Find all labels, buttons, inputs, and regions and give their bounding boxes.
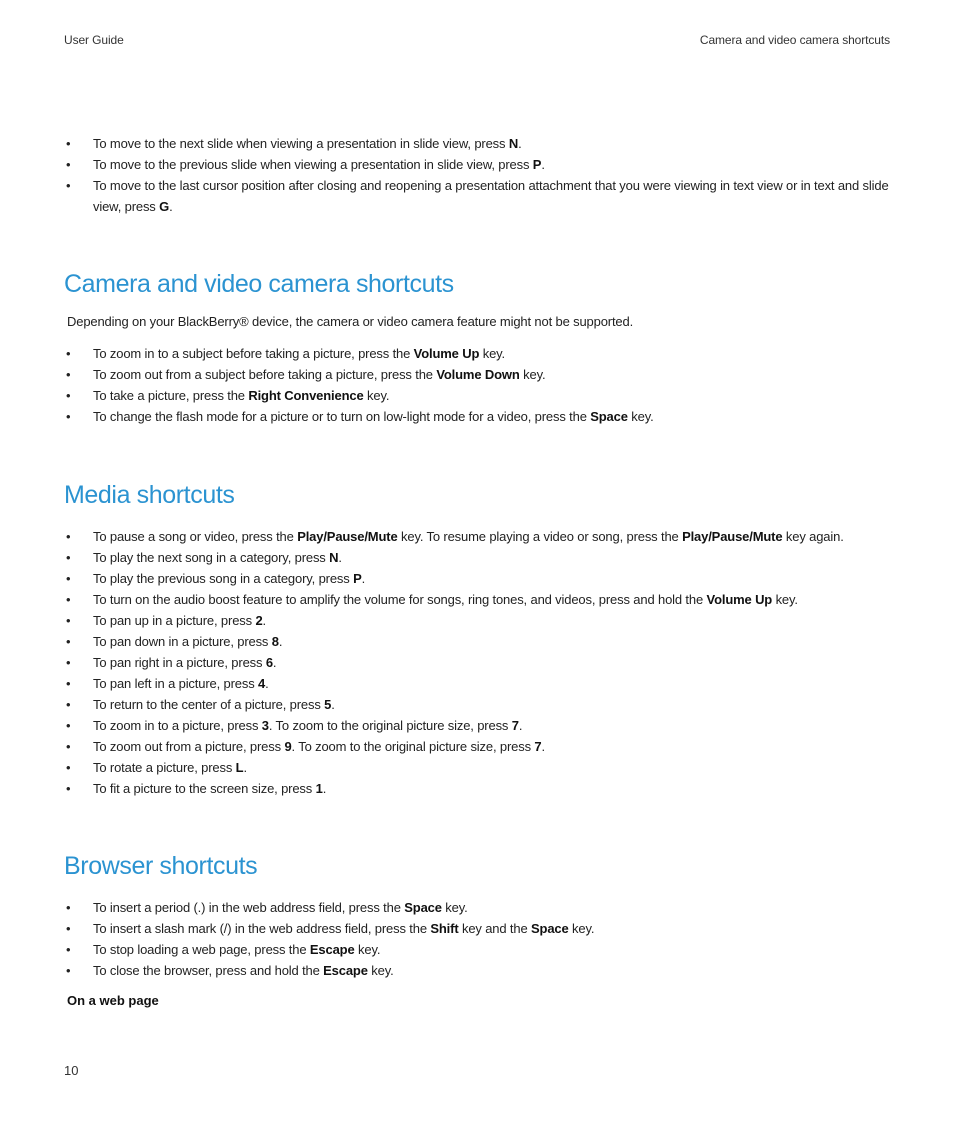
key-name: Space xyxy=(404,900,442,915)
list-item xyxy=(64,547,894,568)
list-item xyxy=(64,960,894,981)
presentation-shortcuts-list xyxy=(64,133,894,217)
key-name: 1 xyxy=(315,781,323,796)
item-text: To move to the last cursor position after closing and reopening a presentation attachment that you were viewing in text view or in text and slide view, press xyxy=(93,178,889,214)
running-header-title: User Guide xyxy=(64,33,124,47)
key-name: Volume Up xyxy=(413,346,480,361)
web-page-subheading: On a web page xyxy=(67,993,159,1008)
item-text: . xyxy=(541,739,545,754)
key-name: 2 xyxy=(255,613,263,628)
key-name: 6 xyxy=(265,655,273,670)
list-item xyxy=(64,568,894,589)
item-text: To pan down in a picture, press xyxy=(93,634,272,649)
item-text: . xyxy=(262,613,266,628)
item-text: key. xyxy=(354,942,381,957)
running-header-section: Camera and video camera shortcuts xyxy=(699,33,890,47)
item-text: key. xyxy=(441,900,468,915)
item-text: To zoom in to a subject before taking a picture, press the xyxy=(93,346,414,361)
item-text: To insert a slash mark (/) in the web address field, press the xyxy=(93,921,431,936)
item-text: key again. xyxy=(782,529,844,544)
list-item xyxy=(64,918,894,939)
item-text: . xyxy=(278,634,283,649)
list-item xyxy=(64,385,894,406)
key-name: L xyxy=(235,760,244,775)
item-text: key. xyxy=(363,388,390,403)
list-item xyxy=(64,652,894,673)
item-text: To play the previous song in a category, press xyxy=(93,571,354,586)
item-text: To close the browser, press and hold the xyxy=(93,963,324,978)
key-name: Escape xyxy=(323,963,368,978)
item-text: To zoom out from a subject before taking a picture, press the xyxy=(93,367,437,382)
list-item xyxy=(64,736,894,757)
key-name: N xyxy=(508,136,519,151)
list-item xyxy=(64,154,894,175)
key-name: Right Convenience xyxy=(248,388,364,403)
list-item xyxy=(64,939,894,960)
list-item xyxy=(64,406,894,427)
item-text: . xyxy=(243,760,247,775)
item-text: . xyxy=(518,136,522,151)
item-text: To insert a period (.) in the web address field, press the xyxy=(93,900,405,915)
list-item xyxy=(64,343,894,364)
item-text: To change the flash mode for a picture or to turn on low-light mode for a video, press the xyxy=(93,409,591,424)
item-text: To pan right in a picture, press xyxy=(93,655,266,670)
item-text: key. xyxy=(772,592,798,607)
camera-intro-text: Depending on your BlackBerry® device, the camera or video camera feature might not be supported. xyxy=(67,314,634,329)
browser-shortcuts-list xyxy=(64,897,894,981)
media-shortcuts-heading: Media shortcuts xyxy=(64,481,235,509)
item-text: To pause a song or video, press the xyxy=(93,529,298,544)
key-name: 7 xyxy=(511,718,519,733)
key-name: 8 xyxy=(271,634,279,649)
key-name: P xyxy=(532,157,542,172)
key-name: G xyxy=(159,199,170,214)
item-text: To rotate a picture, press xyxy=(93,760,236,775)
item-text: . xyxy=(518,718,523,733)
list-item xyxy=(64,715,894,736)
list-item xyxy=(64,631,894,652)
item-text: . To zoom to the original picture size, press xyxy=(291,739,535,754)
list-item xyxy=(64,778,894,799)
item-text: To pan left in a picture, press xyxy=(93,676,259,691)
item-text: key and the xyxy=(458,921,532,936)
key-name: Play/Pause/Mute xyxy=(682,529,783,544)
item-text: To zoom out from a picture, press xyxy=(93,739,285,754)
list-item xyxy=(64,610,894,631)
item-text: To fit a picture to the screen size, press xyxy=(93,781,316,796)
key-name: 9 xyxy=(284,739,292,754)
list-item xyxy=(64,364,894,385)
item-text: key. xyxy=(519,367,546,382)
item-text: . xyxy=(361,571,366,586)
key-name: Space xyxy=(531,921,569,936)
key-name: 7 xyxy=(534,739,542,754)
item-text: To zoom in to a picture, press xyxy=(93,718,262,733)
key-name: Play/Pause/Mute xyxy=(297,529,398,544)
key-name: Shift xyxy=(430,921,459,936)
item-text: . xyxy=(322,781,327,796)
key-name: Volume Up xyxy=(706,592,773,607)
item-text: . xyxy=(331,697,335,712)
key-name: Volume Down xyxy=(436,367,520,382)
item-text: . xyxy=(272,655,277,670)
item-text: . xyxy=(265,676,269,691)
list-item xyxy=(64,897,894,918)
item-text: To move to the next slide when viewing a presentation in slide view, press xyxy=(93,136,509,151)
camera-shortcuts-list xyxy=(64,343,894,427)
item-text: key. xyxy=(627,409,654,424)
list-item xyxy=(64,175,894,217)
list-item xyxy=(64,673,894,694)
key-name: 3 xyxy=(261,718,269,733)
item-text: . xyxy=(338,550,342,565)
item-text: To stop loading a web page, press the xyxy=(93,942,310,957)
item-text: . xyxy=(169,199,173,214)
item-text: To move to the previous slide when viewing a presentation in slide view, press xyxy=(93,157,533,172)
item-text: To turn on the audio boost feature to amplify the volume for songs, ring tones, and videos, press and hold the xyxy=(93,592,707,607)
key-name: Space xyxy=(590,409,628,424)
page-number: 10 xyxy=(64,1063,79,1078)
item-text: key. xyxy=(568,921,595,936)
list-item xyxy=(64,694,894,715)
item-text: To pan up in a picture, press xyxy=(93,613,256,628)
camera-shortcuts-heading: Camera and video camera shortcuts xyxy=(64,270,454,298)
key-name: 5 xyxy=(324,697,332,712)
item-text: . To zoom to the original picture size, press xyxy=(268,718,512,733)
list-item xyxy=(64,526,894,547)
item-text: key. xyxy=(367,963,394,978)
item-text: To return to the center of a picture, press xyxy=(93,697,325,712)
browser-shortcuts-heading: Browser shortcuts xyxy=(64,852,258,880)
item-text: key. To resume playing a video or song, press the xyxy=(397,529,683,544)
key-name: N xyxy=(329,550,339,565)
list-item xyxy=(64,133,894,154)
item-text: To take a picture, press the xyxy=(93,388,249,403)
key-name: P xyxy=(353,571,362,586)
item-text: To play the next song in a category, press xyxy=(93,550,330,565)
list-item xyxy=(64,589,894,610)
item-text: key. xyxy=(479,346,506,361)
media-shortcuts-list xyxy=(64,526,894,799)
item-text: . xyxy=(541,157,545,172)
key-name: Escape xyxy=(309,942,355,957)
list-item xyxy=(64,757,894,778)
key-name: 4 xyxy=(258,676,266,691)
